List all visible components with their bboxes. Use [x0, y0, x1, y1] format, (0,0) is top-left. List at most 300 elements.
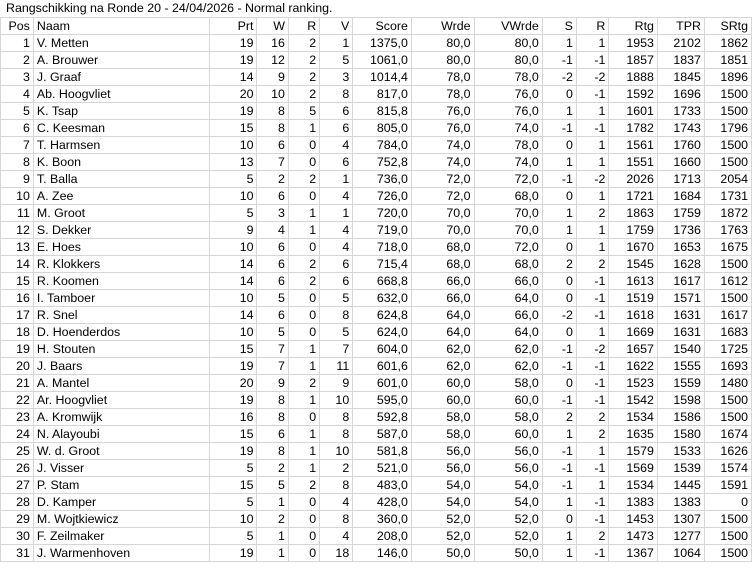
cell-tpr: 1631 — [657, 324, 704, 341]
cell-wrde: 74,0 — [411, 137, 474, 154]
cell-w: 7 — [257, 358, 288, 375]
cell-r2: 1 — [576, 35, 608, 52]
cell-tpr: 1617 — [657, 273, 704, 290]
cell-w: 2 — [257, 171, 288, 188]
cell-srtg: 1500 — [704, 86, 751, 103]
cell-wrde: 72,0 — [411, 188, 474, 205]
cell-r: 2 — [288, 477, 319, 494]
cell-r: 1 — [288, 392, 319, 409]
cell-r: 1 — [288, 341, 319, 358]
cell-r: 2 — [288, 273, 319, 290]
cell-pos: 9 — [1, 171, 34, 188]
column-header-score: Score — [353, 18, 412, 35]
cell-r: 1 — [288, 120, 319, 137]
cell-vwrde: 54,0 — [474, 494, 542, 511]
cell-wrde: 76,0 — [411, 103, 474, 120]
cell-vwrde: 66,0 — [474, 273, 542, 290]
cell-r2: -1 — [576, 545, 608, 562]
cell-score: 208,0 — [353, 528, 412, 545]
cell-vwrde: 76,0 — [474, 86, 542, 103]
cell-rtg: 1551 — [609, 154, 658, 171]
cell-naam: T. Harmsen — [33, 137, 209, 154]
cell-pos: 20 — [1, 358, 34, 375]
cell-w: 1 — [257, 528, 288, 545]
cell-wrde: 64,0 — [411, 307, 474, 324]
cell-w: 8 — [257, 103, 288, 120]
cell-tpr: 1580 — [657, 426, 704, 443]
cell-vwrde: 70,0 — [474, 205, 542, 222]
cell-naam: J. Graaf — [33, 69, 209, 86]
cell-r2: 1 — [576, 154, 608, 171]
cell-rtg: 1613 — [609, 273, 658, 290]
cell-r: 5 — [288, 103, 319, 120]
cell-r: 2 — [288, 375, 319, 392]
cell-score: 752,8 — [353, 154, 412, 171]
cell-tpr: 1845 — [657, 69, 704, 86]
cell-srtg: 1612 — [704, 273, 751, 290]
cell-v: 4 — [320, 494, 353, 511]
cell-wrde: 54,0 — [411, 494, 474, 511]
cell-w: 2 — [257, 511, 288, 528]
cell-score: 668,8 — [353, 273, 412, 290]
cell-w: 1 — [257, 545, 288, 562]
cell-s: -1 — [542, 52, 576, 69]
cell-rtg: 1863 — [609, 205, 658, 222]
cell-rtg: 1534 — [609, 477, 658, 494]
cell-rtg: 1569 — [609, 460, 658, 477]
cell-v: 8 — [320, 409, 353, 426]
cell-r2: 2 — [576, 528, 608, 545]
table-row — [1, 239, 752, 256]
cell-srtg: 1500 — [704, 290, 751, 307]
cell-srtg: 1693 — [704, 358, 751, 375]
cell-vwrde: 58,0 — [474, 375, 542, 392]
cell-s: 0 — [542, 239, 576, 256]
cell-tpr: 1064 — [657, 545, 704, 562]
cell-s: 1 — [542, 154, 576, 171]
ranking-table — [0, 17, 752, 562]
cell-r2: -2 — [576, 69, 608, 86]
column-header-prt: Prt — [209, 18, 257, 35]
cell-r: 1 — [288, 426, 319, 443]
cell-s: -1 — [542, 120, 576, 137]
cell-vwrde: 74,0 — [474, 120, 542, 137]
cell-tpr: 1586 — [657, 409, 704, 426]
cell-prt: 15 — [209, 120, 257, 137]
cell-score: 428,0 — [353, 494, 412, 511]
cell-naam: M. Wojtkiewicz — [33, 511, 209, 528]
table-body — [1, 35, 752, 562]
cell-s: 1 — [542, 103, 576, 120]
cell-r: 0 — [288, 290, 319, 307]
table-row — [1, 511, 752, 528]
cell-tpr: 1277 — [657, 528, 704, 545]
cell-s: 0 — [542, 273, 576, 290]
cell-prt: 14 — [209, 256, 257, 273]
cell-score: 715,4 — [353, 256, 412, 273]
cell-rtg: 1721 — [609, 188, 658, 205]
cell-v: 4 — [320, 528, 353, 545]
cell-tpr: 1533 — [657, 443, 704, 460]
cell-r2: -1 — [576, 120, 608, 137]
cell-srtg: 0 — [704, 494, 751, 511]
cell-score: 719,0 — [353, 222, 412, 239]
cell-s: 1 — [542, 222, 576, 239]
cell-srtg: 1851 — [704, 52, 751, 69]
cell-srtg: 1617 — [704, 307, 751, 324]
cell-v: 10 — [320, 392, 353, 409]
cell-rtg: 1453 — [609, 511, 658, 528]
cell-r2: 1 — [576, 222, 608, 239]
cell-tpr: 2102 — [657, 35, 704, 52]
cell-pos: 28 — [1, 494, 34, 511]
cell-s: 0 — [542, 86, 576, 103]
cell-srtg: 2054 — [704, 171, 751, 188]
cell-w: 8 — [257, 409, 288, 426]
cell-tpr: 1445 — [657, 477, 704, 494]
table-row — [1, 307, 752, 324]
cell-srtg: 1862 — [704, 35, 751, 52]
cell-s: 0 — [542, 290, 576, 307]
cell-pos: 21 — [1, 375, 34, 392]
cell-wrde: 78,0 — [411, 69, 474, 86]
cell-r: 0 — [288, 239, 319, 256]
cell-s: 1 — [542, 494, 576, 511]
cell-prt: 10 — [209, 290, 257, 307]
cell-s: 0 — [542, 511, 576, 528]
cell-naam: T. Balla — [33, 171, 209, 188]
cell-prt: 5 — [209, 460, 257, 477]
cell-v: 5 — [320, 52, 353, 69]
cell-v: 5 — [320, 290, 353, 307]
cell-vwrde: 80,0 — [474, 35, 542, 52]
cell-s: 1 — [542, 426, 576, 443]
cell-srtg: 1683 — [704, 324, 751, 341]
cell-r2: -1 — [576, 392, 608, 409]
cell-prt: 13 — [209, 154, 257, 171]
table-row — [1, 375, 752, 392]
cell-prt: 15 — [209, 341, 257, 358]
cell-rtg: 1473 — [609, 528, 658, 545]
table-row — [1, 392, 752, 409]
cell-s: -1 — [542, 460, 576, 477]
cell-vwrde: 64,0 — [474, 324, 542, 341]
cell-rtg: 1542 — [609, 392, 658, 409]
cell-naam: D. Kamper — [33, 494, 209, 511]
cell-naam: D. Hoenderdos — [33, 324, 209, 341]
cell-w: 6 — [257, 137, 288, 154]
cell-rtg: 1523 — [609, 375, 658, 392]
column-header-tpr: TPR — [657, 18, 704, 35]
cell-score: 587,0 — [353, 426, 412, 443]
cell-prt: 20 — [209, 375, 257, 392]
cell-wrde: 70,0 — [411, 222, 474, 239]
cell-srtg: 1675 — [704, 239, 751, 256]
cell-pos: 30 — [1, 528, 34, 545]
cell-rtg: 1601 — [609, 103, 658, 120]
cell-tpr: 1571 — [657, 290, 704, 307]
cell-v: 6 — [320, 256, 353, 273]
cell-naam: I. Tamboer — [33, 290, 209, 307]
cell-r: 0 — [288, 545, 319, 562]
cell-pos: 2 — [1, 52, 34, 69]
table-row — [1, 35, 752, 52]
cell-wrde: 60,0 — [411, 375, 474, 392]
cell-wrde: 56,0 — [411, 460, 474, 477]
cell-pos: 26 — [1, 460, 34, 477]
cell-naam: A. Kromwijk — [33, 409, 209, 426]
cell-v: 8 — [320, 307, 353, 324]
cell-srtg: 1626 — [704, 443, 751, 460]
cell-score: 720,0 — [353, 205, 412, 222]
table-row — [1, 409, 752, 426]
cell-naam: J. Visser — [33, 460, 209, 477]
cell-r2: -1 — [576, 494, 608, 511]
cell-w: 5 — [257, 324, 288, 341]
cell-score: 1375,0 — [353, 35, 412, 52]
cell-s: -1 — [542, 477, 576, 494]
table-row — [1, 69, 752, 86]
table-row — [1, 171, 752, 188]
cell-tpr: 1540 — [657, 341, 704, 358]
cell-s: -1 — [542, 392, 576, 409]
cell-vwrde: 78,0 — [474, 137, 542, 154]
cell-r2: 2 — [576, 256, 608, 273]
cell-prt: 10 — [209, 239, 257, 256]
cell-r: 0 — [288, 494, 319, 511]
table-row — [1, 137, 752, 154]
cell-r2: 1 — [576, 137, 608, 154]
table-row — [1, 273, 752, 290]
cell-tpr: 1660 — [657, 154, 704, 171]
table-row — [1, 256, 752, 273]
cell-wrde: 68,0 — [411, 239, 474, 256]
cell-s: 2 — [542, 409, 576, 426]
cell-vwrde: 76,0 — [474, 103, 542, 120]
cell-srtg: 1674 — [704, 426, 751, 443]
cell-vwrde: 80,0 — [474, 52, 542, 69]
cell-naam: J. Baars — [33, 358, 209, 375]
cell-prt: 5 — [209, 494, 257, 511]
cell-r: 1 — [288, 205, 319, 222]
column-header-r: R — [288, 18, 319, 35]
cell-naam: S. Dekker — [33, 222, 209, 239]
cell-score: 726,0 — [353, 188, 412, 205]
table-row — [1, 222, 752, 239]
cell-v: 6 — [320, 273, 353, 290]
cell-r: 0 — [288, 137, 319, 154]
cell-w: 6 — [257, 307, 288, 324]
cell-prt: 5 — [209, 205, 257, 222]
cell-score: 601,6 — [353, 358, 412, 375]
cell-naam: P. Stam — [33, 477, 209, 494]
cell-r2: -2 — [576, 341, 608, 358]
cell-r2: 2 — [576, 426, 608, 443]
cell-s: 1 — [542, 35, 576, 52]
cell-v: 1 — [320, 205, 353, 222]
cell-srtg: 1725 — [704, 341, 751, 358]
cell-w: 6 — [257, 426, 288, 443]
cell-tpr: 1760 — [657, 137, 704, 154]
cell-rtg: 1622 — [609, 358, 658, 375]
cell-score: 601,0 — [353, 375, 412, 392]
cell-prt: 9 — [209, 222, 257, 239]
cell-wrde: 62,0 — [411, 341, 474, 358]
cell-tpr: 1631 — [657, 307, 704, 324]
cell-r2: 1 — [576, 103, 608, 120]
cell-rtg: 1367 — [609, 545, 658, 562]
cell-prt: 19 — [209, 103, 257, 120]
cell-prt: 14 — [209, 307, 257, 324]
cell-wrde: 58,0 — [411, 409, 474, 426]
cell-w: 3 — [257, 205, 288, 222]
cell-score: 1014,4 — [353, 69, 412, 86]
cell-r2: -1 — [576, 307, 608, 324]
cell-naam: J. Warmenhoven — [33, 545, 209, 562]
cell-pos: 31 — [1, 545, 34, 562]
cell-r2: 1 — [576, 477, 608, 494]
cell-rtg: 1545 — [609, 256, 658, 273]
column-header-rtg: Rtg — [609, 18, 658, 35]
cell-prt: 19 — [209, 443, 257, 460]
cell-srtg: 1500 — [704, 137, 751, 154]
cell-score: 815,8 — [353, 103, 412, 120]
cell-v: 6 — [320, 103, 353, 120]
cell-srtg: 1872 — [704, 205, 751, 222]
cell-tpr: 1628 — [657, 256, 704, 273]
cell-r2: 1 — [576, 324, 608, 341]
cell-score: 581,8 — [353, 443, 412, 460]
cell-naam: A. Mantel — [33, 375, 209, 392]
cell-pos: 15 — [1, 273, 34, 290]
cell-pos: 19 — [1, 341, 34, 358]
cell-pos: 8 — [1, 154, 34, 171]
column-header-s: S — [542, 18, 576, 35]
cell-pos: 3 — [1, 69, 34, 86]
table-row — [1, 290, 752, 307]
cell-wrde: 58,0 — [411, 426, 474, 443]
cell-r2: -1 — [576, 86, 608, 103]
cell-pos: 24 — [1, 426, 34, 443]
cell-wrde: 72,0 — [411, 171, 474, 188]
cell-r: 0 — [288, 188, 319, 205]
cell-w: 2 — [257, 460, 288, 477]
cell-naam: H. Stouten — [33, 341, 209, 358]
cell-pos: 1 — [1, 35, 34, 52]
cell-naam: Ab. Hoogvliet — [33, 86, 209, 103]
cell-w: 12 — [257, 52, 288, 69]
cell-w: 9 — [257, 69, 288, 86]
column-header-v: V — [320, 18, 353, 35]
column-header-wrde: Wrde — [411, 18, 474, 35]
table-header — [1, 18, 752, 35]
cell-naam: K. Tsap — [33, 103, 209, 120]
cell-w: 16 — [257, 35, 288, 52]
cell-srtg: 1591 — [704, 477, 751, 494]
cell-pos: 7 — [1, 137, 34, 154]
cell-rtg: 1670 — [609, 239, 658, 256]
cell-v: 4 — [320, 137, 353, 154]
header-row — [1, 18, 752, 35]
cell-s: 1 — [542, 205, 576, 222]
cell-w: 8 — [257, 120, 288, 137]
cell-tpr: 1696 — [657, 86, 704, 103]
cell-prt: 19 — [209, 52, 257, 69]
cell-w: 5 — [257, 290, 288, 307]
cell-score: 784,0 — [353, 137, 412, 154]
cell-tpr: 1598 — [657, 392, 704, 409]
cell-r2: 1 — [576, 239, 608, 256]
cell-v: 3 — [320, 69, 353, 86]
cell-vwrde: 60,0 — [474, 426, 542, 443]
cell-wrde: 68,0 — [411, 256, 474, 273]
cell-rtg: 1953 — [609, 35, 658, 52]
cell-rtg: 1635 — [609, 426, 658, 443]
cell-vwrde: 56,0 — [474, 460, 542, 477]
cell-prt: 19 — [209, 358, 257, 375]
cell-r: 0 — [288, 324, 319, 341]
cell-v: 8 — [320, 477, 353, 494]
cell-wrde: 62,0 — [411, 358, 474, 375]
cell-w: 6 — [257, 273, 288, 290]
cell-score: 1061,0 — [353, 52, 412, 69]
cell-srtg: 1500 — [704, 392, 751, 409]
cell-r2: -1 — [576, 52, 608, 69]
cell-score: 736,0 — [353, 171, 412, 188]
cell-r2: -1 — [576, 358, 608, 375]
cell-v: 4 — [320, 188, 353, 205]
table-row — [1, 324, 752, 341]
cell-score: 595,0 — [353, 392, 412, 409]
cell-wrde: 60,0 — [411, 392, 474, 409]
cell-s: 1 — [542, 545, 576, 562]
cell-pos: 13 — [1, 239, 34, 256]
cell-naam: R. Klokkers — [33, 256, 209, 273]
cell-pos: 16 — [1, 290, 34, 307]
cell-prt: 16 — [209, 409, 257, 426]
column-header-r2: R — [576, 18, 608, 35]
cell-vwrde: 52,0 — [474, 528, 542, 545]
column-header-naam: Naam — [33, 18, 209, 35]
table-row — [1, 460, 752, 477]
cell-score: 521,0 — [353, 460, 412, 477]
cell-w: 5 — [257, 477, 288, 494]
table-row — [1, 494, 752, 511]
cell-wrde: 66,0 — [411, 290, 474, 307]
cell-s: -1 — [542, 171, 576, 188]
cell-pos: 23 — [1, 409, 34, 426]
cell-score: 483,0 — [353, 477, 412, 494]
cell-prt: 14 — [209, 69, 257, 86]
cell-tpr: 1653 — [657, 239, 704, 256]
cell-r2: -1 — [576, 511, 608, 528]
cell-srtg: 1574 — [704, 460, 751, 477]
cell-pos: 4 — [1, 86, 34, 103]
cell-prt: 19 — [209, 35, 257, 52]
cell-tpr: 1555 — [657, 358, 704, 375]
cell-naam: M. Groot — [33, 205, 209, 222]
cell-prt: 5 — [209, 528, 257, 545]
cell-naam: N. Alayoubi — [33, 426, 209, 443]
cell-tpr: 1733 — [657, 103, 704, 120]
table-row — [1, 154, 752, 171]
cell-rtg: 2026 — [609, 171, 658, 188]
cell-naam: A. Zee — [33, 188, 209, 205]
cell-v: 9 — [320, 375, 353, 392]
cell-naam: R. Snel — [33, 307, 209, 324]
cell-r: 2 — [288, 86, 319, 103]
cell-srtg: 1500 — [704, 154, 751, 171]
